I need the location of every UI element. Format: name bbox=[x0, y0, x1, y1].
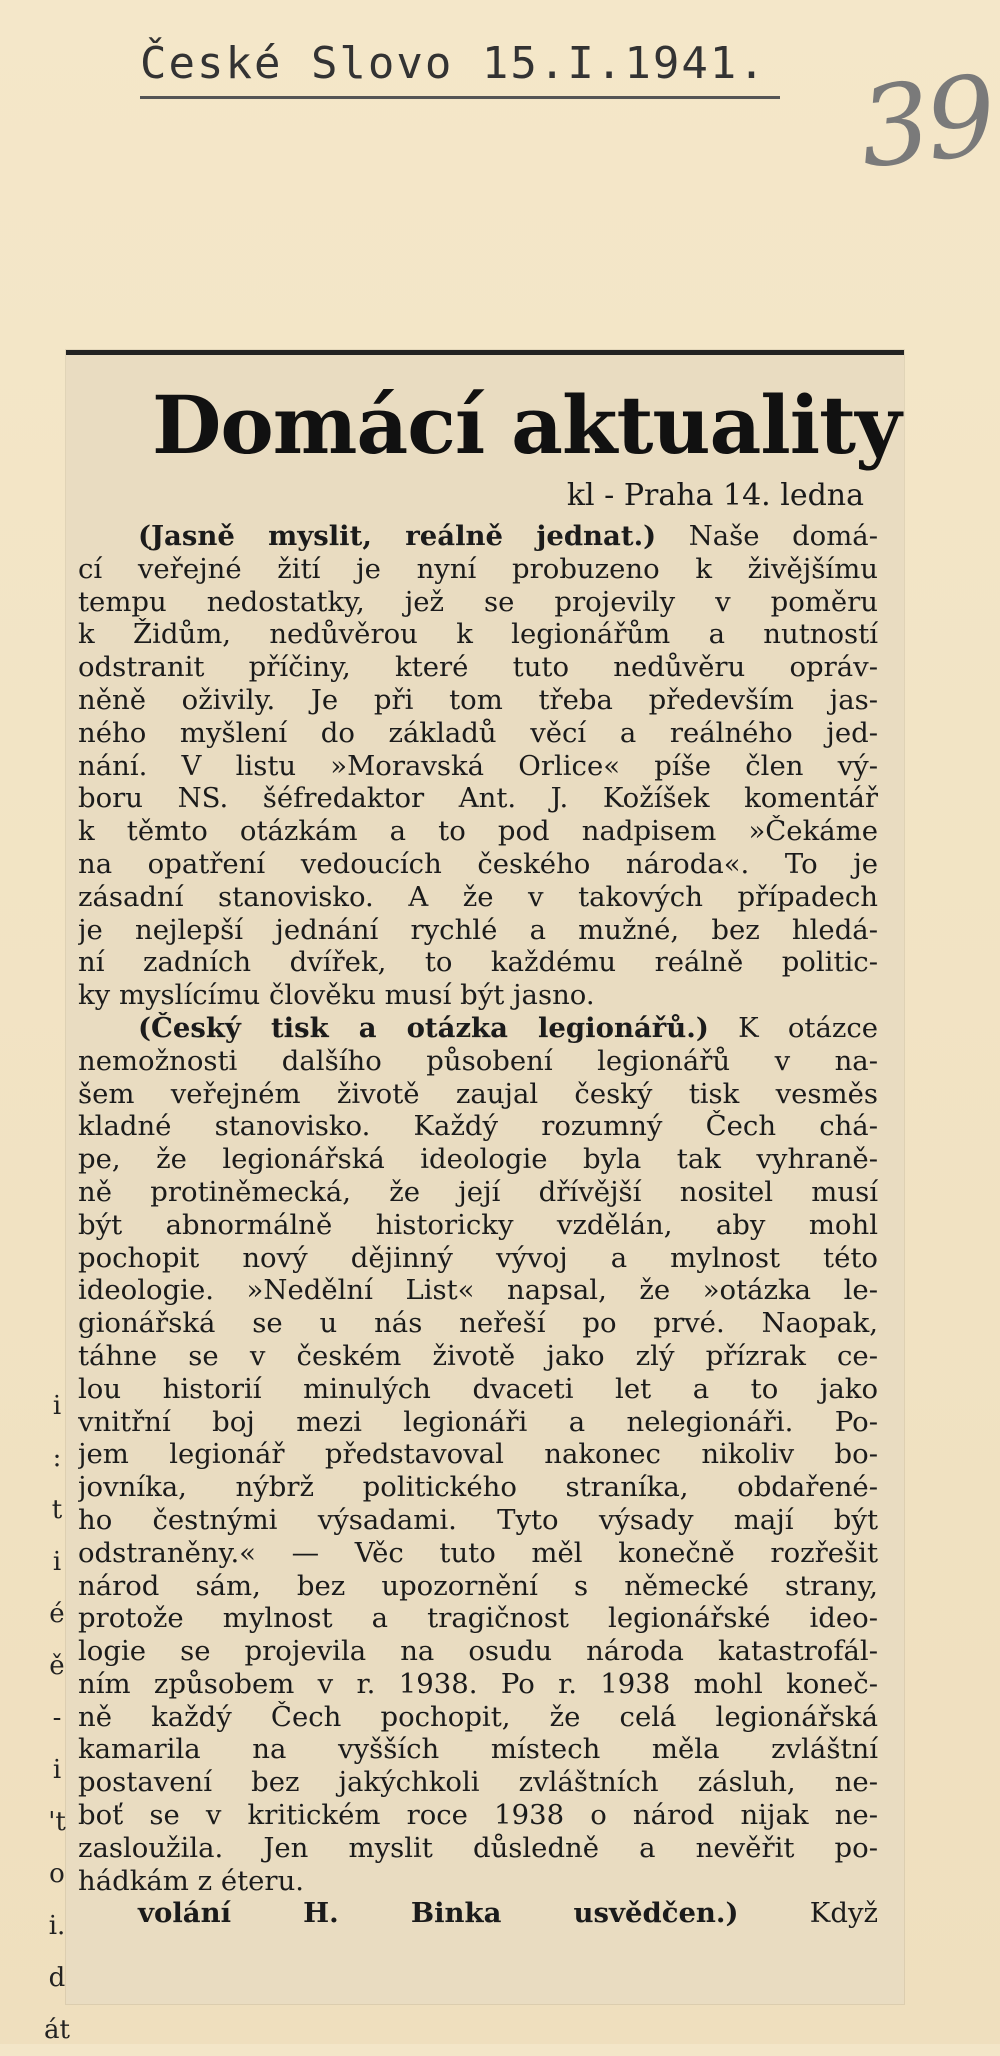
clipping-dateline: kl - Praha 14. ledna bbox=[566, 478, 864, 513]
article-line-text: nemožnosti dalšího působení legionářů v na- bbox=[78, 1044, 878, 1077]
article-line-text: nání. V listu »Moravská Orlice« píše člen vý- bbox=[78, 749, 878, 782]
clipping-top-rule bbox=[66, 350, 904, 355]
article-line-text: ně každý Čech pochopit, že celá legionářská bbox=[78, 1700, 878, 1733]
article-line-text: ného myšlení do základů věcí a reálného jed- bbox=[78, 716, 878, 749]
article-line bbox=[78, 1012, 878, 1045]
article-line-text: ho čestnými výsadami. Tyto výsady mají být bbox=[78, 1503, 878, 1536]
article-line bbox=[78, 1307, 878, 1340]
article-line bbox=[78, 979, 878, 1012]
article-line bbox=[78, 1897, 878, 1930]
typed-header: České Slovo 15.I.1941. bbox=[140, 38, 767, 89]
handwritten-page-number: 39 bbox=[853, 51, 999, 193]
article-line-text: Když bbox=[738, 1897, 878, 1930]
article-subheading: (Jasně myslit, reálně jednat.) bbox=[138, 520, 657, 552]
margin-fragment: i bbox=[52, 1755, 62, 1785]
clipping-body bbox=[78, 520, 878, 1930]
article-line bbox=[78, 848, 878, 881]
article-line-text: gionářská se u nás neřeší po prvé. Naopak, bbox=[78, 1307, 878, 1340]
article-line bbox=[78, 553, 878, 586]
article-line-text: ní zadních dvířek, to každému reálně politic- bbox=[78, 946, 878, 979]
article-line-text: odstraněny.« — Věc tuto měl konečně rozřešit bbox=[78, 1536, 878, 1569]
article-line bbox=[78, 946, 878, 979]
article-line bbox=[78, 1537, 878, 1570]
article-line bbox=[78, 815, 878, 848]
article-line bbox=[78, 782, 878, 815]
article-line bbox=[78, 1504, 878, 1537]
article-line bbox=[78, 1668, 878, 1701]
margin-fragment: i. bbox=[48, 1911, 66, 1941]
article-line-text: protože mylnost a tragičnost legionářské ideo- bbox=[78, 1602, 878, 1635]
margin-fragment: t bbox=[51, 1495, 63, 1525]
typed-underline bbox=[140, 96, 780, 99]
article-line-text: táhne se v českém životě jako zlý přízrak ce- bbox=[78, 1339, 878, 1372]
article-line bbox=[78, 618, 878, 651]
article-line-text: Naše domá- bbox=[656, 520, 878, 552]
article-line-text: pe, že legionářská ideologie byla tak vyhraně- bbox=[78, 1143, 878, 1176]
article-line bbox=[78, 914, 878, 947]
article-subheading: volání H. Binka usvědčen.) bbox=[138, 1897, 739, 1930]
article-line bbox=[78, 1078, 878, 1111]
margin-fragment: át bbox=[44, 2015, 70, 2045]
article-line-text: být abnormálně historicky vzdělán, aby mohl bbox=[78, 1208, 878, 1241]
article-line bbox=[78, 1701, 878, 1734]
article-line-text: boru NS. šéfredaktor Ant. J. Kožíšek komentář bbox=[78, 782, 878, 815]
article-line bbox=[78, 1143, 878, 1176]
margin-fragment: i bbox=[52, 1547, 62, 1577]
article-line-text: K otázce bbox=[708, 1011, 878, 1044]
article-line-text: kamarila na vyšších místech měla zvláštní bbox=[78, 1733, 878, 1766]
article-line-text: boť se v kritickém roce 1938 o národ nijak ne- bbox=[78, 1799, 878, 1832]
article-line-text: postavení bez jakýchkoli zvláštních zásluh, ne- bbox=[78, 1766, 878, 1799]
article-line bbox=[78, 1209, 878, 1242]
margin-fragment: ě bbox=[49, 1651, 65, 1681]
article-line-text: pochopit nový dějinný vývoj a mylnost této bbox=[78, 1241, 878, 1274]
article-line bbox=[78, 1340, 878, 1373]
article-line-text: zásadní stanovisko. A že v takových případech bbox=[78, 880, 878, 913]
article-line bbox=[78, 750, 878, 783]
article-line bbox=[78, 1635, 878, 1668]
article-line-text: je nejlepší jednání rychlé a mužné, bez hledá- bbox=[78, 913, 878, 946]
article-line-text: národ sám, bez upozornění s německé strany, bbox=[78, 1569, 878, 1602]
article-line-text: šem veřejném životě zaujal český tisk vesměs bbox=[78, 1077, 878, 1110]
margin-fragment: é bbox=[49, 1599, 65, 1629]
clipping-title: Domácí aktuality bbox=[152, 378, 901, 472]
article-line-text: vnitřní boj mezi legionáři a nelegionáři. Po- bbox=[78, 1405, 878, 1438]
article-line bbox=[78, 586, 878, 619]
article-line bbox=[78, 881, 878, 914]
article-line-text: k Židům, nedůvěrou k legionářům a nutností bbox=[78, 618, 878, 651]
article-line bbox=[78, 1602, 878, 1635]
article-line bbox=[78, 1110, 878, 1143]
article-line-text: na opatření vedoucích českého národa«. To je bbox=[78, 847, 878, 880]
article-line bbox=[78, 1799, 878, 1832]
article-line bbox=[78, 1570, 878, 1603]
newspaper-clipping bbox=[66, 350, 904, 2004]
margin-fragment: : bbox=[52, 1443, 62, 1473]
article-line bbox=[78, 651, 878, 684]
article-line bbox=[78, 1045, 878, 1078]
article-line bbox=[78, 1406, 878, 1439]
article-line-text: odstranit příčiny, které tuto nedůvěru opráv- bbox=[78, 651, 878, 684]
margin-fragment: - bbox=[52, 1703, 62, 1733]
article-line-text: ky myslícímu člověku musí být jasno. bbox=[78, 979, 595, 1012]
article-line-text: hádkám z éteru. bbox=[78, 1864, 305, 1897]
margin-fragment: d bbox=[48, 1963, 66, 1993]
article-line-text: lou historií minulých dvaceti let a to jako bbox=[78, 1372, 878, 1405]
article-line-text: ně protiněmecká, že její dřívější nositel musí bbox=[78, 1175, 878, 1208]
article-line bbox=[78, 1242, 878, 1275]
article-line bbox=[78, 1438, 878, 1471]
article-line bbox=[78, 1865, 878, 1898]
article-line-text: logie se projevila na osudu národa katastrofál- bbox=[78, 1635, 878, 1668]
article-subheading: (Český tisk a otázka legionářů.) bbox=[138, 1011, 709, 1044]
article-line-text: tempu nedostatky, jež se projevily v poměru bbox=[78, 585, 878, 618]
article-line-text: zasloužila. Jen myslit důsledně a nevěřit po- bbox=[78, 1831, 878, 1864]
article-line-text: jovníka, nýbrž politického straníka, obdařené- bbox=[78, 1471, 878, 1504]
article-line bbox=[78, 1373, 878, 1406]
article-line bbox=[78, 1733, 878, 1766]
article-line bbox=[78, 1176, 878, 1209]
article-line bbox=[78, 717, 878, 750]
article-line-text: něně oživily. Je při tom třeba především jas- bbox=[78, 683, 878, 716]
article-line-text: ním způsobem v r. 1938. Po r. 1938 mohl koneč- bbox=[78, 1667, 878, 1700]
article-line bbox=[78, 520, 878, 553]
article-line bbox=[78, 1832, 878, 1865]
article-line bbox=[78, 1274, 878, 1307]
article-line-text: ideologie. »Nedělní List« napsal, že »otázka le- bbox=[78, 1274, 878, 1307]
margin-fragment: i bbox=[52, 1391, 62, 1421]
article-line-text: k těmto otázkám a to pod nadpisem »Čekáme bbox=[78, 815, 878, 848]
margin-fragment: 't bbox=[48, 1807, 66, 1837]
article-line-text: kladné stanovisko. Každý rozumný Čech chá- bbox=[78, 1110, 878, 1143]
margin-fragment: o bbox=[49, 1859, 65, 1889]
article-line-text: cí veřejné žití je nyní probuzeno k živějšímu bbox=[78, 552, 878, 585]
article-line-text: jem legionář představoval nakonec nikoliv bo- bbox=[78, 1438, 878, 1471]
article-line bbox=[78, 1766, 878, 1799]
article-line bbox=[78, 684, 878, 717]
article-line bbox=[78, 1471, 878, 1504]
